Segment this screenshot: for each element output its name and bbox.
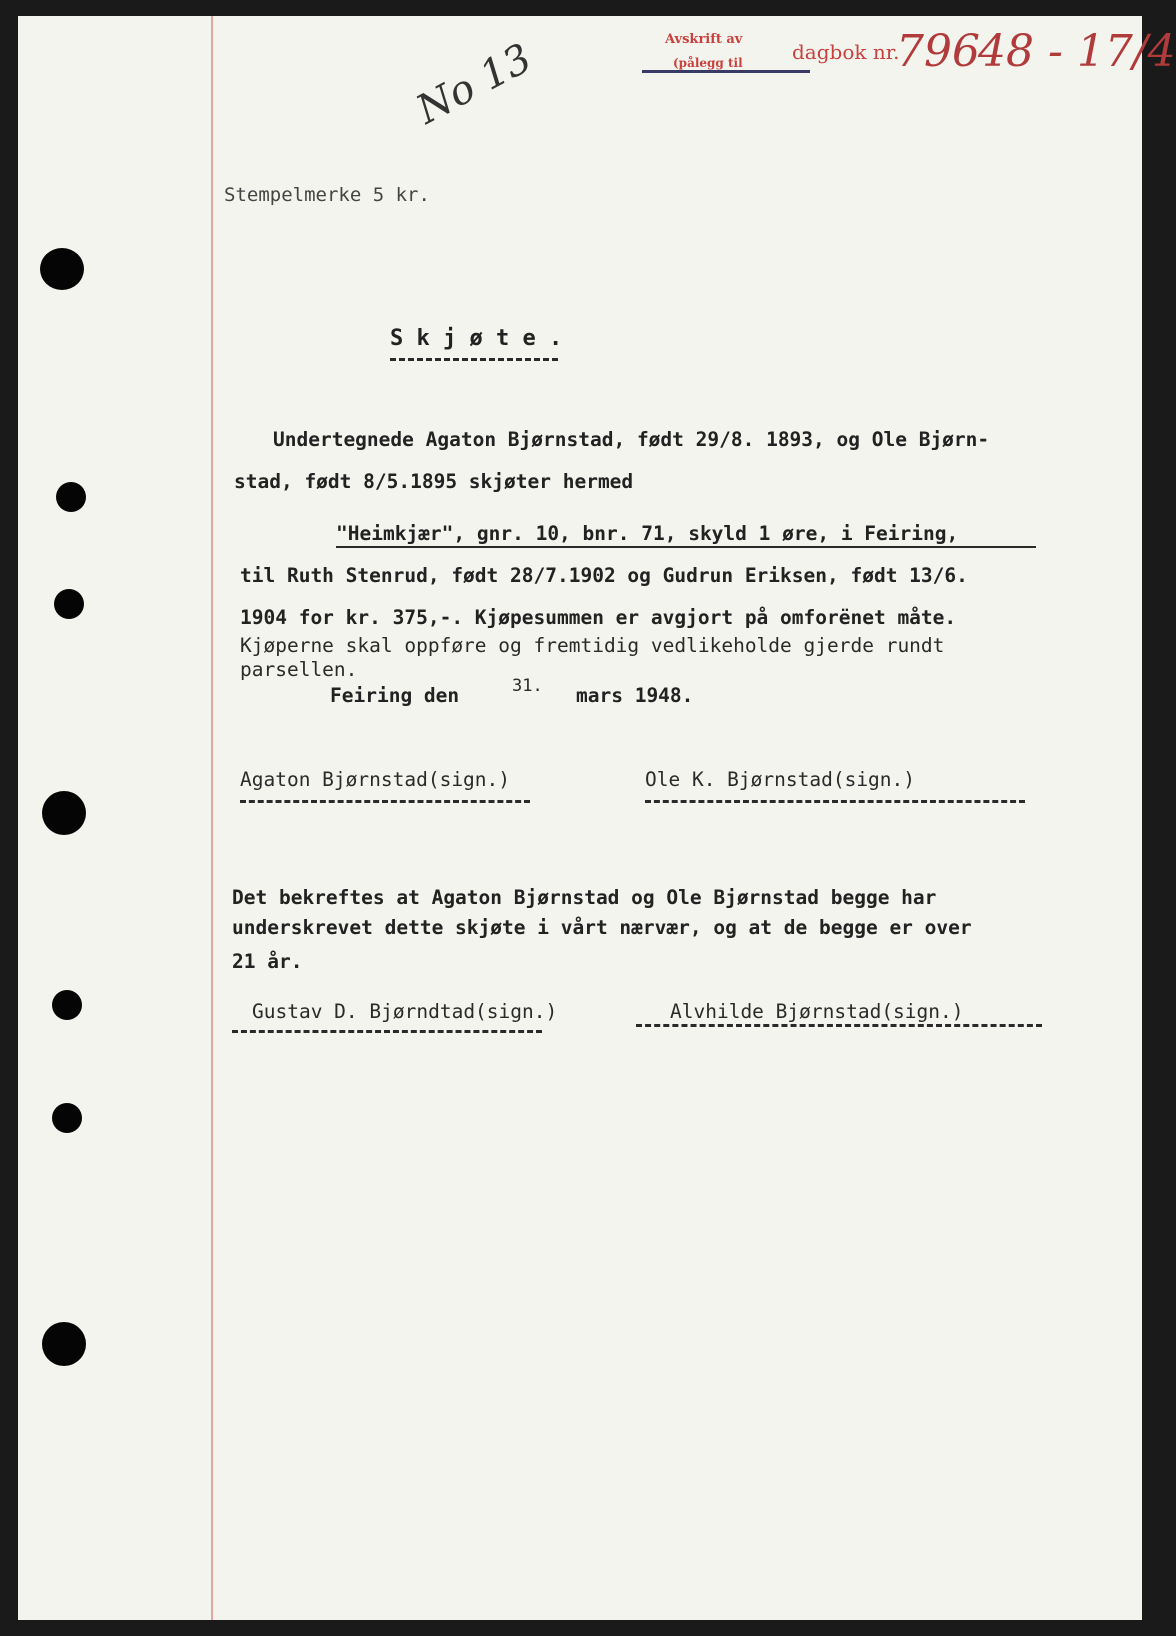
place-date-prefix: Feiring den — [330, 684, 460, 707]
signature-ole: Ole K. Bjørnstad(sign.) — [645, 768, 916, 791]
signature-line — [232, 1030, 542, 1033]
punch-hole — [52, 1103, 82, 1133]
witness-line3: 21 år. — [232, 950, 303, 973]
margin-line — [211, 16, 213, 1620]
punch-hole — [42, 791, 86, 835]
signature-line — [240, 800, 530, 803]
stamp-strike — [642, 70, 810, 73]
witness-line2: underskrevet dette skjøte i vårt nærvær, og at de begge er over — [232, 916, 972, 939]
body-line5: 1904 for kr. 375,-. Kjøpesummen er avgjort på omforënet måte. — [240, 606, 957, 629]
handwritten-note: No 13 — [409, 35, 540, 134]
stamp-line2: (pålegg til — [673, 56, 743, 70]
page-title: S k j ø t e . — [390, 326, 563, 351]
body-line2: stad, født 8/5.1895 skjøter hermed — [234, 470, 634, 493]
date-day: 31. — [512, 676, 543, 696]
punch-hole — [52, 990, 82, 1020]
punch-hole — [56, 482, 86, 512]
body-line6: Kjøperne skal oppføre og fremtidig vedlikeholde gjerde rundt — [240, 634, 945, 657]
signature-agaton: Agaton Bjørnstad(sign.) — [240, 768, 511, 791]
dagbok-year: 48 - 17/4 — [978, 26, 1176, 77]
signature-gustav: Gustav D. Bjørndtad(sign.) — [252, 1000, 558, 1023]
title-underline — [390, 358, 558, 361]
punch-hole — [54, 589, 84, 619]
signature-line — [636, 1024, 1042, 1027]
body-line1: Undertegnede Agaton Bjørnstad, født 29/8. 1893, og Ole Bjørn- — [273, 428, 990, 451]
date-month-year: mars 1948. — [576, 684, 694, 707]
signature-alvhilde: Alvhilde Bjørnstad(sign.) — [670, 1000, 964, 1023]
dagbok-label: dagbok nr. — [792, 40, 900, 64]
punch-hole — [42, 1322, 86, 1366]
property-description: "Heimkjær", gnr. 10, bnr. 71, skyld 1 øre, i Feiring, — [336, 522, 959, 545]
body-line4: til Ruth Stenrud, født 28/7.1902 og Gudrun Eriksen, født 13/6. — [240, 564, 968, 587]
property-underline — [336, 546, 1036, 548]
stamp-line1: Avskrift av — [665, 32, 743, 47]
punch-hole — [40, 248, 84, 290]
witness-line1: Det bekreftes at Agaton Bjørnstad og Ole Bjørnstad begge har — [232, 886, 937, 909]
dagbok-number: 796 — [896, 26, 980, 77]
signature-line — [645, 800, 1025, 803]
document-page — [18, 16, 1176, 1620]
stempelmerke: Stempelmerke 5 kr. — [224, 184, 430, 206]
body-line7: parsellen. — [240, 658, 358, 681]
